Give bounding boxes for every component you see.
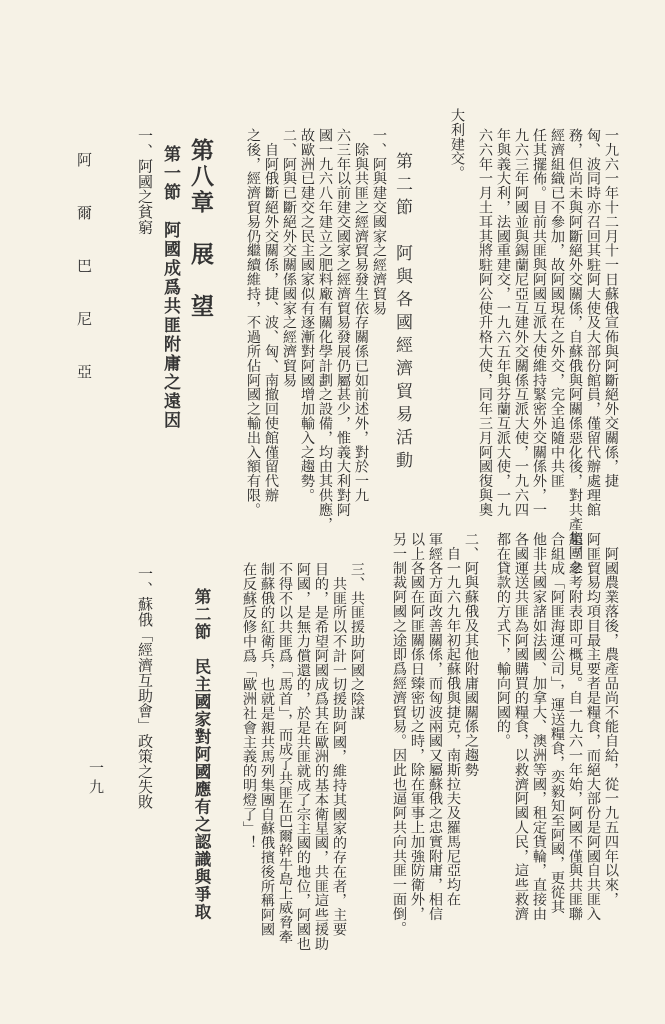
subsection-title: 一、蘇俄「經濟互助會」政策之失敗 — [136, 566, 154, 810]
body-column: 二、阿與蘇俄及其他附庸國關係之趨勢 — [463, 532, 479, 777]
section-title: 第二節 阿與各國經濟貿易活動 — [392, 152, 412, 474]
body-column: 自阿俄斷絕外交關係，捷、波、匈、南撤回使館僅留代辦 — [263, 128, 279, 503]
body-column: 務，但尚未與阿斷絕外交關係，自蘇俄與阿關係惡化後，對共產集團之 — [567, 128, 583, 575]
body-column: 三、共匪援助阿國之陰謀 — [349, 562, 365, 721]
subsection-title: 一、阿國之貧窮 — [136, 128, 154, 235]
section-title: 第一節 阿國成爲共匪附庸之遠因 — [160, 145, 180, 430]
running-header: 阿 爾 巴 尼 亞 — [75, 152, 93, 389]
body-column: 任其擺佈。目前共匪與阿國互派大使維持緊密外交關係外，一 — [531, 128, 547, 517]
body-column: 大利建交。 — [449, 108, 465, 180]
body-column: 合組成「阿匪海運公司」，運送糧食，奕毅知至阿國，更從其 — [549, 532, 565, 914]
body-column: 經濟組織已不參加，故阿國現在之外交，完全追隨中共匪 — [549, 128, 565, 488]
body-column: 九六三年阿國並與錫蘭尼亞互建外交關係互派大使，一九六四 — [513, 128, 529, 517]
body-column: 阿匪貿易均項目最主要者是糧食，而絕大部份是阿國自共匪入 — [585, 532, 601, 921]
body-column: 一九六一年十二月十一日蘇俄宣佈與阿斷絕外交關係，捷 — [603, 128, 619, 488]
body-column: 不得不以共匪爲「馬首」，而成了共匪在巴爾幹牛島上威脅牽 — [277, 562, 293, 944]
body-column: 除與共匪之經濟貿易發生依存關係已如前述外，對於一九 — [353, 128, 369, 503]
body-column: 在反蘇反修中爲「歐洲社會主義的明燈了」！ — [241, 562, 257, 850]
body-column: 阿國農業落後，農產品尚不能自給，從一九五四年以來， — [603, 532, 619, 907]
chapter-title: 第八章 展 望 — [187, 138, 214, 320]
body-column: 自一九六九年初起蘇俄與捷克，南斯拉夫及羅馬尼亞均在 — [445, 532, 461, 907]
body-column: 各國運送共匪為阿國購買的糧食，以救濟阿國人民，這些救濟 — [513, 532, 529, 921]
body-column: 一、阿與建交國家之經濟貿易 — [371, 128, 387, 316]
body-column: 年與義大利，法國重建交，一九六五年與芬蘭互派大使，一九 — [495, 128, 511, 517]
body-column: 他非共國家諸如法國、加拿大、澳洲等國，租定貨輪，直接由 — [531, 532, 547, 921]
section-title: 第二節 民主國家對阿國應有之認識與爭取 — [192, 588, 211, 921]
body-column: 六三年以前建交國家之經濟貿易發展仍屬甚少，惟義大利對阿 — [335, 128, 351, 517]
body-column: 目的，是希望阿國成爲其在歐洲的基本衛星國，共匪這些援助 — [313, 562, 329, 951]
body-column: 共匪所以不計一切援助阿國，維持其國家的存在者，主要 — [331, 562, 347, 937]
body-column: 阿國，是無力償還的，於是共匪就成了宗主國的地位，阿國也 — [295, 562, 311, 951]
body-column: 制蘇俄的紅衛兵，也就是親共馬列集團自蘇俄擯後所稱阿國 — [259, 562, 275, 937]
body-column: 之後，經濟貿易仍繼續維持，不過所佔阿國之輸出入額有限。 — [245, 128, 261, 517]
body-column: 另一制裁阿國之途即爲經濟貿易。因此也逼阿共向共匪一面倒。 — [391, 532, 407, 936]
body-column: 軍經各方面改善關係，而匈波兩國又屬蘇俄之忠實附庸，相信 — [427, 532, 443, 921]
body-column: 故歐洲已建交之民主國家似有逐漸對阿國增加輸入之趨勢。 — [299, 128, 315, 503]
body-column: 二、阿與已斷絕外交關係國家之經濟貿易 — [281, 128, 297, 388]
body-column: 超，參考附表即可概見。自一九六一年始，阿國不僅與共匪聯 — [567, 532, 583, 921]
body-column: 國一九六八年建立之肥料廠有關化學計劃之設備，均由其供應， — [317, 128, 333, 532]
page-number: 一九 — [87, 760, 105, 798]
body-column: 六六年一月土耳其將駐阿公使升格大使，同年三月阿國復與奧 — [477, 128, 493, 517]
body-column: 以上各國在阿匪關係日臻密切之時，除在軍事上加強防衛外， — [409, 532, 425, 921]
body-column: 匈、波同時亦召回其駐阿大使及大部份館員，僅留代辦處理館 — [585, 128, 601, 517]
body-column: 都在貸款的方式下，輸向阿國的。 — [495, 532, 511, 748]
